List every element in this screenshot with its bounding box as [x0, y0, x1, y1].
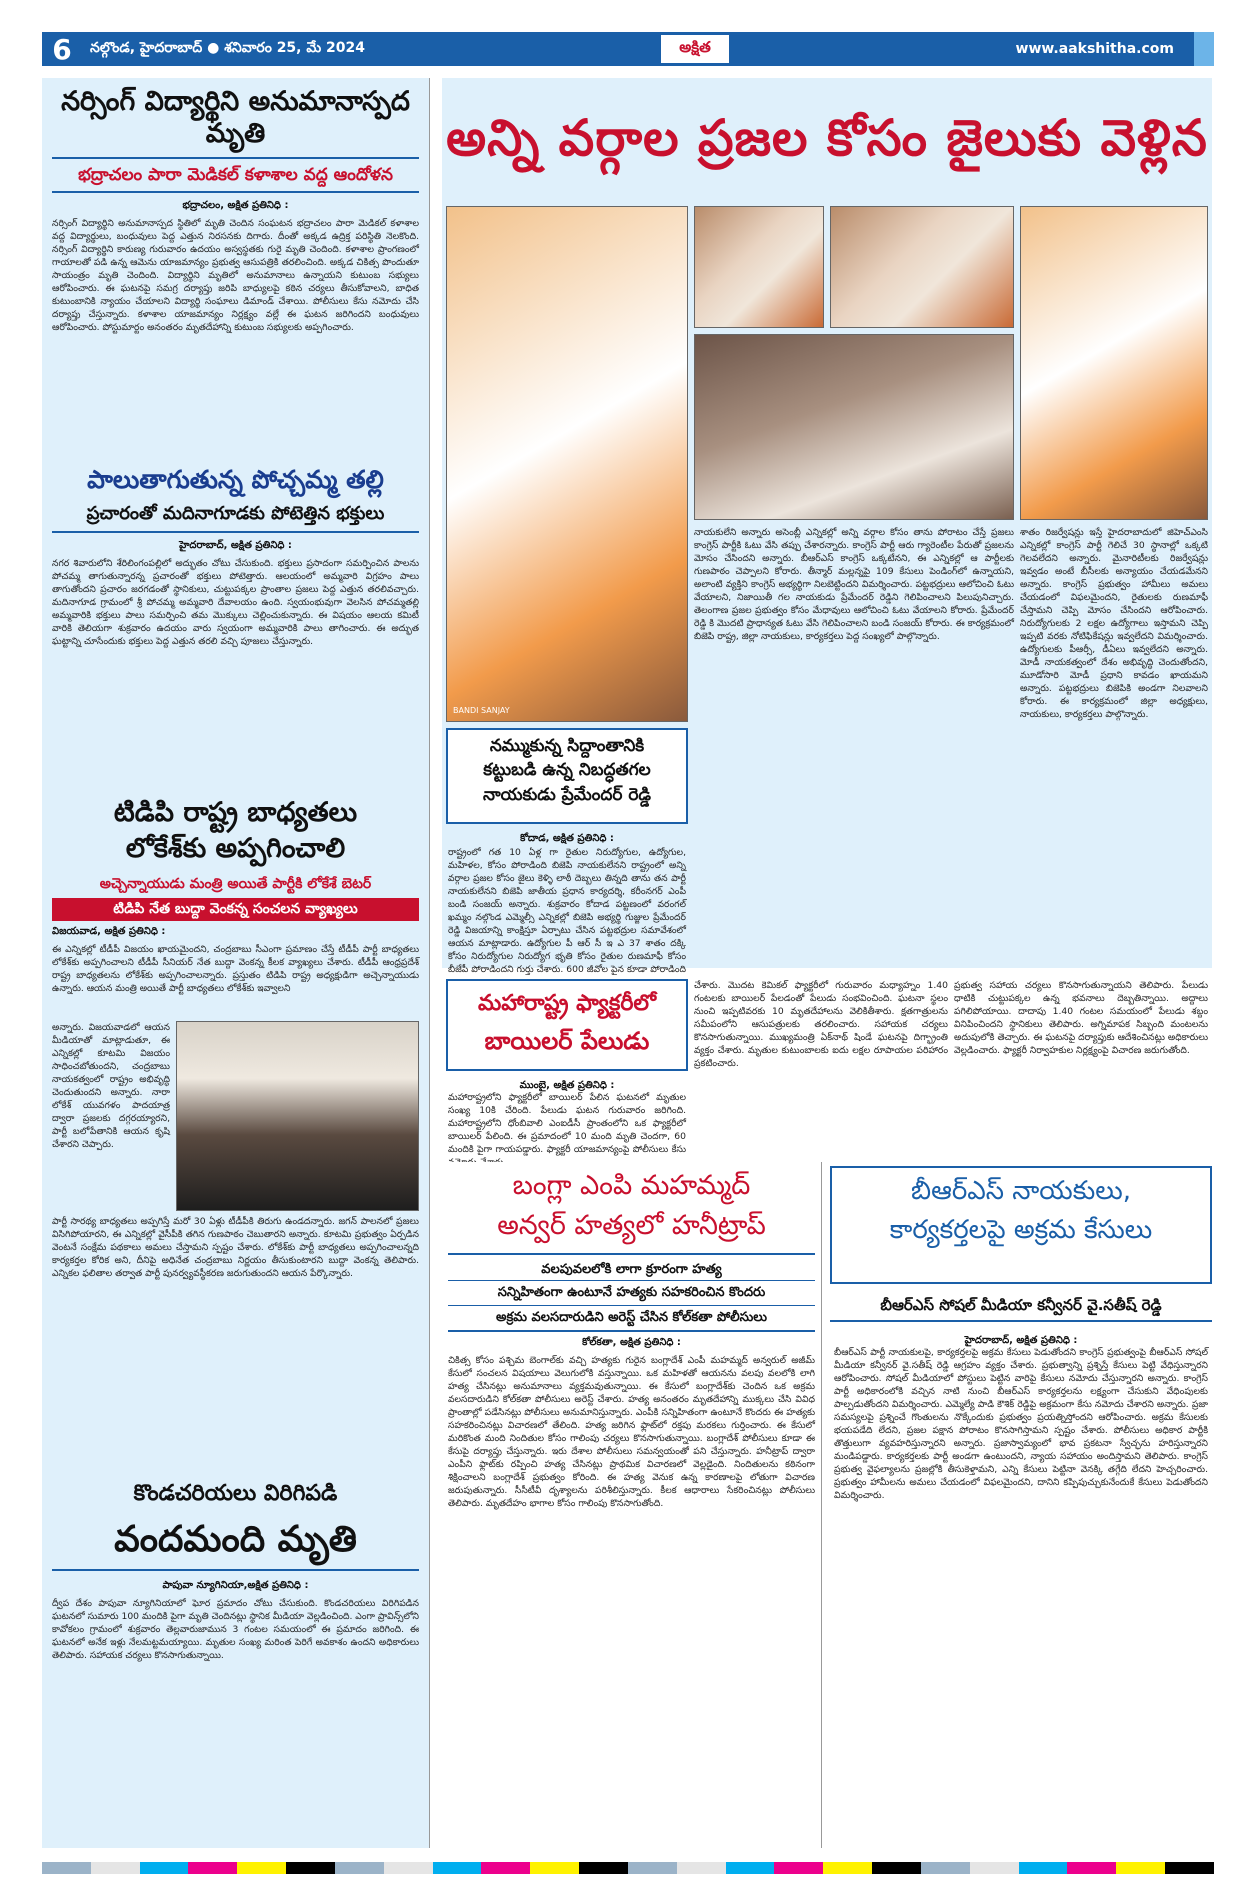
- tdp-title-line1: టిడిపి రాష్ట్ర బాధ్యతలు: [113, 796, 358, 828]
- photo-woman-shawl: [1020, 206, 1208, 520]
- nursing-body: నర్సింగ్ విద్యార్థిని అనుమానాస్పద స్థితిలో మృతి చెందిన సంఘటన భద్రాచలం పారా మెడికల్ కళాశాల వద్ద విద్యార్థులు, బంధువులు పెద్ద ఎత్తున నిరసనకు దిగారు. దీంతో అక్కడ ఉద్రిక్త పరిస్థితి నెలకొంది. నర్సింగ్ విద్యార్థిని కారుణ్య గురువారం ఉదయం అస్వస్థతకు గురై మృతి చెందింది. కళాశాల ప్రాంగణంలో గాయాలతో పడి ఉన్న ఆమెను యాజమాన్యం ప్రభుత్వ ఆసుపత్రికి తరలించింది. అక్కడ చికిత్స పొందుతూ సాయంత్రం మృతి చెందింది. విద్యార్థిని మృతిలో అనుమానాలు ఉన్నాయని కుటుంబ సభ్యులు ఆరోపించారు. ఈ ఘటనపై సమగ్ర దర్యాప్తు జరిపి బాధ్యులపై కఠిన చర్యలు తీసుకోవాలని, బాధిత కుటుంబానికి న్యాయం చేయాలని విద్యార్థి సంఘాలు డిమాండ్ చేశాయి. పోలీసులు కేసు నమోదు చేసి దర్యాప్తు చేస్తున్నారు. కళాశాల యాజమాన్యం నిర్లక్ష్యం వల్లే ఈ ఘటన జరిగిందని బంధువులు ఆరోపించారు. పోస్టుమార్టం అనంతరం మృతదేహాన్ని కుటుంబ సభ్యులకు అప్పగించారు.: [52, 218, 419, 334]
- top-body-col-c: శాతం రిజర్వేషన్లు ఇస్తే హైదరాబాదులో జిహెచ్ఎంసి ఎన్నికల్లో కాంగ్రెస్ పార్టీ గెలిచే 30 స్థానాల్లో ఒక్కటి గెలవలేదని అన్నారు. మైనారిటీలకు రిజర్వేషన్లు ఇవ్వడం అంటే బీసీలకు అన్యాయం చేయడమేనని అన్నారు. కాంగ్రెస్ ప్రభుత్వం హామీలు అమలు చేయడంలో విఫలమైందని, రైతులకు రుణమాఫీ చేస్తామని చెప్పి మోసం చేసిందని ఆరోపించారు. నిరుద్యోగులకు 2 లక్షల ఉద్యోగాలు ఇస్తామని చెప్పి ఇప్పటి వరకు నోటిఫికేషన్లు ఇవ్వలేదని విమర్శించారు. ఉద్యోగులకు పీఆర్సీ, డీఏలు ఇవ్వలేదని అన్నారు. మోడీ నాయకత్వంలో దేశం అభివృద్ధి చెందుతోందని, మూడోసారి మోడీ ప్రధాని కావడం ఖాయమని అన్నారు. పట్టభద్రులు బిజెపికి అండగా నిలవాలని కోరారు. ఈ కార్యక్రమంలో జిల్లా అధ్యక్షులు, నాయకులు, కార్యకర్తలు పాల్గొన్నారు.: [1020, 527, 1208, 720]
- pochamma-dateline: హైదరాబాద్, అక్షిత ప్రతినిధి :: [179, 539, 292, 551]
- quote-line-3: నాయకుడు ప్రేమేందర్ రెడ్డి: [482, 784, 651, 805]
- page-number: 6: [42, 32, 82, 66]
- nursing-dateline: భద్రాచలం, అక్షిత ప్రతినిధి :: [182, 200, 289, 212]
- tdp-title-line2: లోకేశ్‌కు అప్పగించాలి: [125, 833, 346, 865]
- quote-line-2: కట్టుబడి ఉన్న నిబద్ధతగల: [483, 760, 651, 781]
- top-headline: అన్ని వర్గాల ప్రజల కోసం జైలుకు వెళ్లిన: [446, 109, 1208, 167]
- tdp-subtitle-1: అచ్చెన్నాయుడు మంత్రి అయితే పార్టీకి లోకేశే బెటర్: [99, 875, 372, 892]
- brs-story: [830, 1162, 1212, 1848]
- boiler-story: [442, 975, 1212, 1155]
- brs-title-box: [830, 1166, 1212, 1284]
- nursing-subtitle: భద్రాచలం పారా మెడికల్ కళాశాల వద్ద ఆందోళన: [78, 164, 393, 185]
- bangla-title-line1: బంగ్లా ఎంపి మహమ్మద్: [512, 1170, 751, 1201]
- tdp-body-side: అన్నారు. విజయవాడలో ఆయన మీడియాతో మాట్లాడుతూ, ఈ ఎన్నికల్లో కూటమి విజయం సాధించబోతుందని, చంద్రబాబు నాయకత్వంలో రాష్ట్రం అభివృద్ధి చెందుతుందని అన్నారు. నారా లోకేశ్ యువగళం పాదయాత్ర ద్వారా ప్రజలకు దగ్గరయ్యారని, పార్టీ బలోపేతానికి ఆయన కృషి చేశారని చెప్పారు.: [52, 1022, 170, 1151]
- website[interactable]: www.aakshitha.com: [1015, 41, 1174, 57]
- pochamma-subtitle: ప్రచారంతో మదినాగూడకు పోటెత్తిన భక్తులు: [86, 503, 385, 525]
- boiler-body-col-a: మహారాష్ట్రలోని ఫ్యాక్టరీలో బాయిలర్ పేలిన ఘటనలో మృతుల సంఖ్య 10కి చేరింది. పేలుడు ఘటన గురువారం జరిగింది. మహారాష్ట్రలోని ధోంబివాలి ఎంఐడీసీ ప్రాంతంలోని ఒక ఫ్యాక్టరీలో బాయిలర్ పేలింది. ఈ ప్రమాదంలో 10 మంది మృతి చెందగా, 60 మందికి పైగా గాయపడ్డారు. ఫ్యాక్టరీ యాజమాన్యంపై పోలీసులు కేసు: [448, 1092, 686, 1155]
- top-dateline: కోదాడ, అక్షిత ప్రతినిధి :: [520, 833, 614, 844]
- tdp-subtitle-2: టిడిపి నేత బుద్దా వెంకన్న సంచలన వ్యాఖ్యలు: [52, 898, 419, 921]
- boiler-title-line1: మహారాష్ట్ర ఫ్యాక్టరీలో: [477, 991, 657, 1016]
- bangla-subtitle-3: అక్రమ వలసదారుడిని అరెస్ట్ చేసిన కోల్‌కతా పోలీసులు: [448, 1306, 815, 1332]
- pochamma-body: నగర శివారులోని శేరిలింగంపల్లిలో అద్భుతం చోటు చేసుకుంది. భక్తులు ప్రసాదంగా సమర్పించిన పాలను పోచమ్మ తాగుతున్నారన్న ప్రచారంతో భక్తులు పోటెత్తారు. ఆలయంలో అమ్మవారి విగ్రహం పాలు తాగుతోందని ప్రచారం జరగడంతో స్థానికులు, చుట్టుపక్కల ప్రాంతాల ప్రజలు పెద్ద ఎత్తున తరలివచ్చారు. మదినాగూడ గ్రామంలో శ్రీ పోచమ్మ అమ్మవారి దేవాలయం ఉంది. స్వయంభువుగా వెలసిన పోచమ్మతల్లి అమ్మవారికి భక్తులు పాలు సమర్పించి తమ మొక్కులు చెల్లించుకున్నారు. ఈ విషయం ఆలయ కమిటీ వారికి తెలియగా శుక్రవారం ఉదయం వారు స్వయంగా అమ్మవారికి పాలు తాగించారు. ఈ అద్భుత ఘట్టాన్ని చూసేందుకు భక్తులు పెద్ద ఎత్తున తరలి వచ్చి పూజలు చేస్తున్నారు.: [52, 557, 419, 647]
- top-main-photo: [446, 206, 688, 722]
- bangla-subtitle-1: వలపువలలోకి లాగా క్రూరంగా హత్య: [448, 1259, 815, 1282]
- page-header: [42, 32, 1214, 66]
- top-story: [442, 78, 1212, 975]
- photo-garland-1: [694, 206, 824, 328]
- quote-line-1: నమ్ముకున్న సిద్దాంతానికి: [489, 736, 645, 756]
- tdp-body-bottom: పార్టీ సారథ్య బాధ్యతలు అప్పగిస్తే మరో 30 ఏళ్లు టీడీపీకి తిరుగు ఉండదన్నారు. జగన్ పాలనలో ప్రజలు విసిగిపోయారని, ఈ ఎన్నికల్లో వైసీపీకి తగిన గుణపాఠం చెబుతారని అన్నారు. కూటమి ప్రభుత్వం ఏర్పడిన వెంటనే సంక్షేమ పథకాలు అమలు చేస్తామని స్పష్టం చేశారు. లోకేశ్‌కు పార్టీ బాధ్యతలు అప్పగించాలన్నది కార్యకర్తల కోరిక అని, దీనిపై అధినేత చంద్రబాబు నిర్ణయం తీసుకుంటారని బుద్దా వెంకన్న తెలిపారు. ఎన్నికల ఫలితాల తర్వాత పార్టీ పునర్వ్యవస్థీకరణ జరుగుతుందని ఆయన పేర్కొన్నారు.: [52, 1216, 419, 1280]
- newspaper-logo: అక్షిత: [660, 34, 730, 64]
- tdp-photo: [176, 1021, 419, 1211]
- bangla-story: [442, 1162, 822, 1848]
- photo-felicitation: [694, 334, 1014, 520]
- header-accent: [1194, 32, 1214, 66]
- konda-title-line1: కొండచరియలు విరిగిపడి: [133, 1481, 338, 1507]
- bangla-subtitle-2: సన్నిహితంగా ఉంటూనే హత్యకు సహకరించిన కొందరు: [448, 1281, 815, 1306]
- brs-title-line1: బీఆర్ఎస్ నాయకులు,: [911, 1176, 1131, 1206]
- boiler-title-box: [446, 979, 688, 1071]
- tdp-dateline: విజయవాడ, అక్షిత ప్రతినిధి :: [52, 926, 166, 938]
- bangla-title-line2: అన్వర్ హత్యలో హనీట్రాప్: [497, 1210, 766, 1242]
- print-registration-bar: [42, 1862, 1214, 1874]
- bangla-body: చికిత్స కోసం పశ్చిమ బెంగాల్‌కు వచ్చి హత్యకు గురైన బంగ్లాదేశ్ ఎంపీ మహమ్మద్ అన్వరుల్ అజీమ్ కేసులో సంచలన విషయాలు వెలుగులోకి వస్తున్నాయి. ఒక మహిళతో ఆయనను వలపు వలలోకి లాగి హత్య చేసినట్లు అనుమానాలు వ్యక్తమవుతున్నాయి. ఈ కేసులో బంగ్లాదేశ్‌కు చెందిన ఒక అక్రమ వలసదారుడిని కోల్‌కతా పోలీసులు అరెస్ట్ చేశారు. హత్య అనంతరం మృతదేహాన్ని ముక్కలు చేసి వివిధ ప్రాంతాల్లో పడేసినట్లు పోలీసులు అనుమానిస్తున్నారు. ఎంపీకి సన్నిహితంగా ఉంటూనే కొందరు ఈ హత్యకు సహకరించినట్లు విచారణలో తేలింది. హత్య జరిగిన ఫ్లాట్‌లో రక్తపు మరకలు గుర్తించారు. ఈ కేసులో మరికొంత మంది నిందితుల కోసం గాలింపు చర్యలు కొనసాగుతున్నాయి. బంగ్లాదేశ్ పోలీసులు కూడా ఈ కేసుపై దర్యాప్తు చేస్తున్నారు. ఇరు దేశాల పోలీసులు సమన్వయంతో పని చేస్తున్నారు. హనీట్రాప్ ద్వారా ఎంపీని ఫ్లాట్‌కు రప్పించి హత్య చేసినట్లు ప్రాథమిక విచారణలో వెల్లడైంది. నిందితులను కఠినంగా శిక్షించాలని బంగ్లాదేశ్ ప్రభుత్వం కోరింది. ఈ హత్య వెనుక ఉన్న కారణాలపై లోతుగా విచారణ జరుపుతున్నారు. సీసీటీవీ దృశ్యాలను పరిశీలిస్తున్నారు. కీలక ఆధారాలు సేకరించినట్లు పోలీసులు తెలిపారు. మృతదేహం భాగాల కోసం గాలింపు కొనసాగుతోంది.: [448, 1354, 815, 1509]
- brs-title-line2: కార్యకర్తలపై అక్రమ కేసులు: [889, 1215, 1153, 1246]
- top-body-col-b: నాయకులేని అన్నారు అసెంబ్లీ ఎన్నికల్లో అన్ని వర్గాల కోసం తాను పోరాటం చేస్తే ప్రజలు కాంగ్రెస్ పార్టీకి ఓటు వేసి తప్పు చేశారన్నారు. కాంగ్రెస్ పార్టీ ఆరు గ్యారెంటీల పేరుతో ప్రజలను మోసం చేసిందని అన్నారు. బీఆర్ఎస్ కాంగ్రెస్ ఒక్కటేనని, ఈ ఎన్నికల్లో ఆ పార్టీలకు గుణపాఠం చెప్పాలని కోరారు. తీన్మార్ మల్లన్నపై 109 కేసులు పెండింగ్‌లో ఉన్నాయని, అలాంటి వ్యక్తిని కాంగ్రెస్ అభ్యర్థిగా నిలబెట్టిందని విమర్శించారు. పట్టభద్రులు ఆలోచించి ఓటు వేయాలని, నిజాయితీ గల నాయకుడు ప్రేమేందర్ రెడ్డిని గెలిపించాలని పిలుపునిచ్చారు. తెలంగాణ ప్రజల ప్రభుత్వం కోసం మేధావులు ఆలోచించి ఓటు వేయాలని కోరారు. ప్రేమేందర్ రెడ్డి కి మొదటి ప్రాధాన్యత ఓటు వేసి గెలిపించాలని బండి సంజయ్ కోరారు. ఈ కార్యక్రమంలో బిజెపి రాష్ట్ర, జిల్లా నాయకులు, కార్యకర్తలు పెద్ద సంఖ్యలో పాల్గొన్నారు.: [694, 527, 1014, 642]
- boiler-body-col-c: ప్రభుత్వ సహాయ చర్యలు కొనసాగుతున్నాయని తెలిపారు. పేలుడు ధాటికి చుట్టుపక్కల ఉన్న భవనాలు దెబ్బతిన్నాయి. అద్దాలు పగిలిపోయాయి. దాదాపు 1.40 గంటల సమయంలో పేలుడు శబ్దం వినిపించిందని స్థానికులు తెలిపారు. అగ్నిమాపక సిబ్బంది మంటలను అదుపులోకి తెచ్చారు. ఈ ఘటనపై దర్యాప్తుకు ఆదేశించినట్లు అధికారులు వెల్లడించారు. ఫ్యాక్టరీ నిర్వాహకుల నిర్లక్ష్యంపై విచారణ జరుగుతోంది.: [954, 980, 1208, 1056]
- photo-garland-2: [830, 206, 1014, 328]
- nursing-title: నర్సింగ్ విద్యార్థిని అనుమానాస్పద మృతి: [61, 86, 410, 150]
- photo-caption: BANDI SANJAY: [453, 706, 510, 715]
- brs-subtitle: బీఆర్ఎస్ సోషల్ మీడియా కన్వీనర్ వై.సతీష్ రెడ్డి: [830, 1290, 1212, 1322]
- top-body-col-a: రాష్ట్రంలో గత 10 ఏళ్ల గా రైతుల నిరుద్యోగుల, ఉద్యోగుల, మహిళల, కోసం పోరాడింది బిజెపి నాయకులేనని రాష్ట్రంలో అన్ని వర్గాల ప్రజల కోసం జైలు కెళ్ళి లాఠీ దెబ్బలు తిన్నది తాను తన పార్టీ నాయకులేనని బిజెపి జాతీయ ప్రధాన కార్యదర్శి, కరీంనగర్ ఎంపీ బండి సంజయ్ అన్నారు. శుక్రవారం కోదాడ పట్టణంలో వరంగల్ ఖమ్మం నల్గొండ ఎమ్మెల్సీ ఎన్నికల్లో బిజెపి అభ్యర్థి గుజ్జుల ప్రేమేందర్ రెడ్డి విజయాన్ని కాంక్షిస్తూ ఏర్పాటు చేసిన పట్టభద్రుల సమావేశంలో ఆయన మాట్లాడారు. ఉద్యోగుల పీ ఆర్ సీ ఇ ఎ 37 శాతం దక్కి కోసం నిరుద్యోగుల నిరుద్యోగ భృతి కోసం రైతుల రుణమాఫీ కోసం బీజేపీ పోరాడిందని గుర్తు చేశారు. 600 జీవోల పైన కూడా పోరాడింది: [448, 847, 686, 975]
- bangla-dateline: కోల్‌కతా, అక్షిత ప్రతినిధి :: [582, 1336, 681, 1348]
- brs-body: బీఆర్ఎస్ పార్టీ నాయకులపై, కార్యకర్తలపై అక్రమ కేసులు పెడుతోందని కాంగ్రెస్ ప్రభుత్వంపై బీఆర్ఎస్ సోషల్ మీడియా కన్వీనర్ వై.సతీష్ రెడ్డి ఆగ్రహం వ్యక్తం చేశారు. ప్రభుత్వాన్ని ప్రశ్నిస్తే కేసులు పెట్టి వేధిస్తున్నారని ఆరోపించారు. సోషల్ మీడియాలో పోస్టులు పెట్టిన వారిపై కేసులు నమోదు చేస్తున్నారని అన్నారు. కాంగ్రెస్ పార్టీ అధికారంలోకి వచ్చిన నాటి నుంచి బీఆర్ఎస్ కార్యకర్తలను లక్ష్యంగా చేసుకుని వేధింపులకు పాల్పడుతోందని విమర్శించారు. ఎమ్మెల్యే పాడి కౌశిక్ రెడ్డిపై అక్రమంగా కేసు నమోదు చేశారని అన్నారు. ప్రజా సమస్యలపై ప్రశ్నించే గొంతులను నొక్కేందుకు ప్రభుత్వం ప్రయత్నిస్తోందని ఆరోపించారు. అక్రమ కేసులకు భయపడేది లేదని, ప్రజల పక్షాన పోరాటం కొనసాగిస్తామని స్పష్టం చేశారు. పోలీసులు అధికార పార్టీకి తొత్తులుగా వ్యవహరిస్తున్నారని అన్నారు. ప్రజాస్వామ్యంలో భావ ప్రకటనా స్వేచ్ఛను హరిస్తున్నారని మండిపడ్డారు. కార్యకర్తలకు పార్టీ అండగా ఉంటుందని, న్యాయ సహాయం అందిస్తామని తెలిపారు. కాంగ్రెస్ ప్రభుత్వ వైఫల్యాలను ప్రజల్లోకి తీసుకెళ్తామని, ఎన్ని కేసులు పెట్టినా వెనక్కి తగ్గేది లేదని హెచ్చరించారు. ప్రభుత్వం హామీలను అమలు చేయడంలో విఫలమైందని, దానిని కప్పిపుచ్చుకునేందుకే కేసులు పెడుతోందని విమర్శించారు.: [834, 1347, 1208, 1501]
- quote-box: [446, 728, 688, 824]
- left-column: [42, 78, 430, 1848]
- konda-dateline: పాపువా న్యూగినియా,అక్షిత ప్రతినిధి :: [162, 1579, 309, 1591]
- konda-body: ద్వీప దేశం పాపువా న్యూగినియాలో ఘోర ప్రమాదం చోటు చేసుకుంది. కొండచరియలు విరిగిపడిన ఘటనలో సుమారు 100 మందికి పైగా మృతి చెందినట్లు స్థానిక మీడియా వెల్లడించింది. ఎంగా ప్రావిన్స్‌లోని కావోకలం గ్రామంలో శుక్రవారం తెల్లవారుజామున 3 గంటల సమయంలో ఈ ప్రమాదం జరిగింది. ఈ ఘటనలో అనేక ఇళ్లు నేలమట్టమయ్యాయి. మృతుల సంఖ్య మరింత పెరిగే అవకాశం ఉందని అధికారులు తెలిపారు. సహాయక చర్యలు కొనసాగుతున్నాయి.: [52, 1597, 419, 1661]
- brs-dateline: హైదరాబాద్, అక్షిత ప్రతినిధి :: [964, 1335, 1078, 1346]
- boiler-title-line2: బాయిలర్ పేలుడు: [484, 1027, 650, 1056]
- boiler-body-col-b: చేశారు. మొదట కెమికల్ ఫ్యాక్టరీలో గురువారం మధ్యాహ్నం 1.40 గంటలకు బాయిలర్ పేలడంతో పేలుడు సంభవించింది. ఘటనా స్థలం నుంచి ఇప్పటివరకు 10 మృతదేహాలను వెలికితీశారు. క్షతగాత్రులను సమీపంలోని ఆసుపత్రులకు తరలించారు. సహాయక చర్యలు కొనసాగుతున్నాయి. ముఖ్యమంత్రి ఏక్‌నాథ్ షిండే ఘటనపై దిగ్భ్రాంతి వ్యక్తం చేశారు. మృతుల కుటుంబాలకు ఐదు లక్షల రూపాయల పరిహారం ప్రకటించారు.: [694, 980, 948, 1069]
- place-date: నల్గొండ, హైదరాబాద్ ● శనివారం 25, మే 2024: [90, 39, 366, 56]
- tdp-body-top: ఈ ఎన్నికల్లో టీడీపీ విజయం ఖాయమైందని, చంద్రబాబు సీఎంగా ప్రమాణం చేస్తే టీడీపీ పార్టీ బాధ్యతలు లోకేశ్‌కు అప్పగించాలని టీడీపీ సీనియర్ నేత బుద్దా వెంకన్న కీలక వ్యాఖ్యలు చేశారు. టీడీపీ ఆంధ్రప్రదేశ్ రాష్ట్ర బాధ్యతలను లోకేశ్‌కు అప్పగించాలన్నారు. ప్రస్తుతం టిడిపి రాష్ట్ర అధ్యక్షుడిగా అచ్చెన్నాయుడు ఉన్నారు. ఆయన మంత్రి అయితే పార్టీ బాధ్యతలు లోకేశ్‌కు ఇవ్వాలని: [52, 944, 419, 995]
- konda-title-line2: వందమంది మృతి: [114, 1518, 357, 1560]
- boiler-dateline: ముంబై, అక్షిత ప్రతినిధి :: [519, 1080, 615, 1091]
- pochamma-title: పాలుతాగుతున్న పోచ్చమ్మ తల్లి: [87, 465, 384, 495]
